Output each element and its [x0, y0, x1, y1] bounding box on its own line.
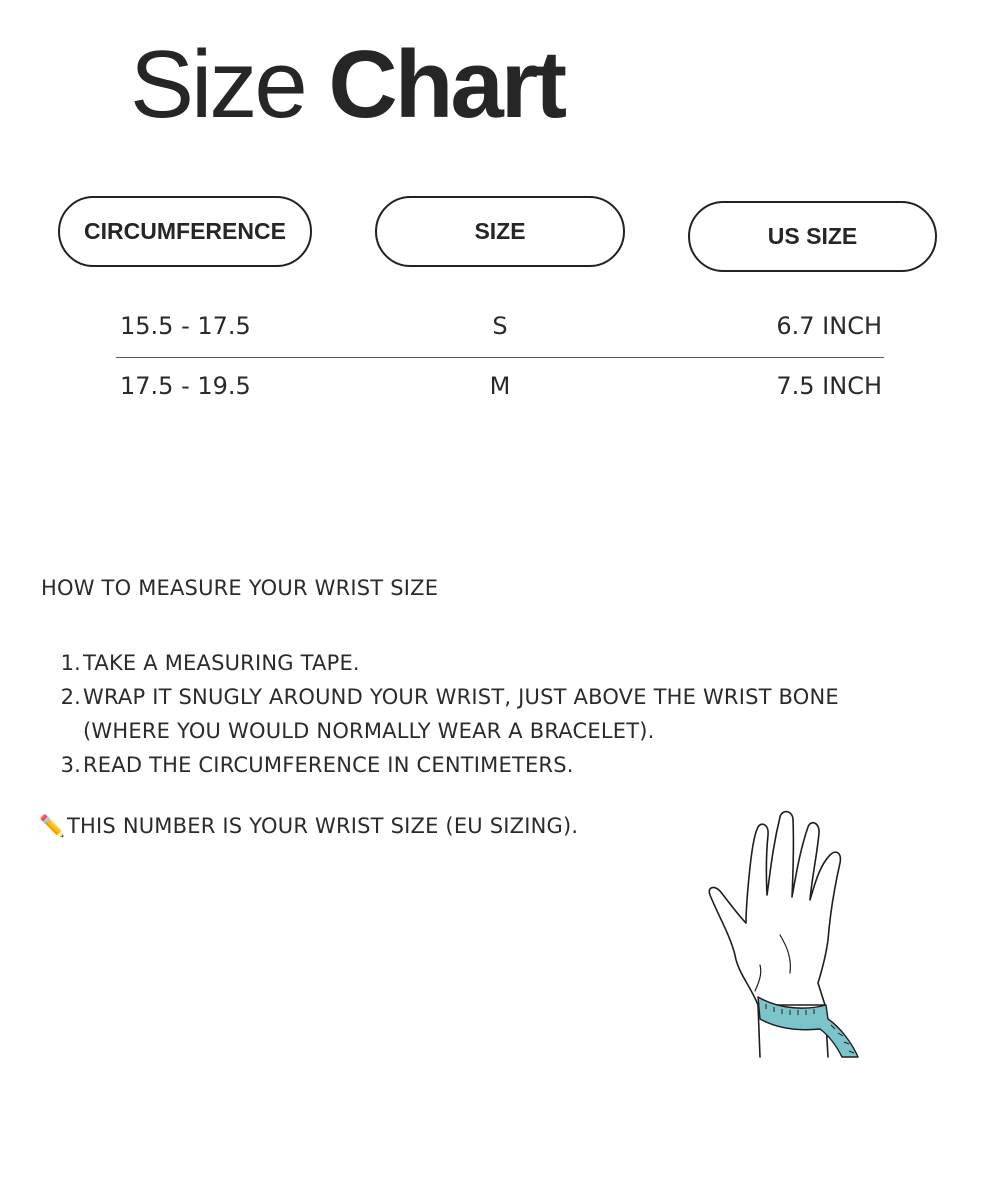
step-text-continued: (WHERE YOU WOULD NORMALLY WEAR A BRACELET).	[83, 719, 655, 743]
steps-list	[41, 646, 1000, 782]
step-text: READ THE CIRCUMFERENCE IN CENTIMETERS.	[83, 753, 574, 777]
step-item	[41, 646, 1000, 680]
title-regular: Size	[130, 31, 305, 138]
step-item	[41, 680, 1000, 748]
cell-circumference: 17.5 - 19.5	[120, 372, 251, 400]
step-item	[41, 748, 1000, 782]
header-size: SIZE	[375, 196, 625, 267]
header-us-size: US SIZE	[688, 201, 937, 272]
title-bold: Chart	[328, 31, 565, 138]
sizing-note	[39, 814, 578, 839]
step-number: 3.	[60, 753, 81, 777]
instructions-heading: HOW TO MEASURE YOUR WRIST SIZE	[41, 576, 439, 600]
cell-us-size: 6.7 INCH	[776, 312, 882, 340]
step-number: 2.	[60, 685, 81, 709]
note-text: THIS NUMBER IS YOUR WRIST SIZE (EU SIZING).	[67, 814, 579, 838]
page-title	[130, 30, 564, 140]
header-circumference: CIRCUMFERENCE	[58, 196, 312, 267]
hand-with-measuring-tape-icon	[700, 805, 870, 1060]
step-number: 1.	[60, 651, 81, 675]
step-text: TAKE A MEASURING TAPE.	[83, 651, 360, 675]
cell-circumference: 15.5 - 17.5	[120, 312, 251, 340]
row-divider	[116, 357, 884, 358]
table-row	[116, 372, 884, 432]
cell-size: S	[492, 312, 508, 340]
pencil-icon: ✏️	[39, 814, 66, 838]
cell-size: M	[489, 372, 511, 400]
step-text: WRAP IT SNUGLY AROUND YOUR WRIST, JUST ABOVE THE WRIST BONE	[83, 685, 839, 709]
table-row	[116, 312, 884, 372]
measuring-tape	[758, 997, 858, 1057]
cell-us-size: 7.5 INCH	[776, 372, 882, 400]
